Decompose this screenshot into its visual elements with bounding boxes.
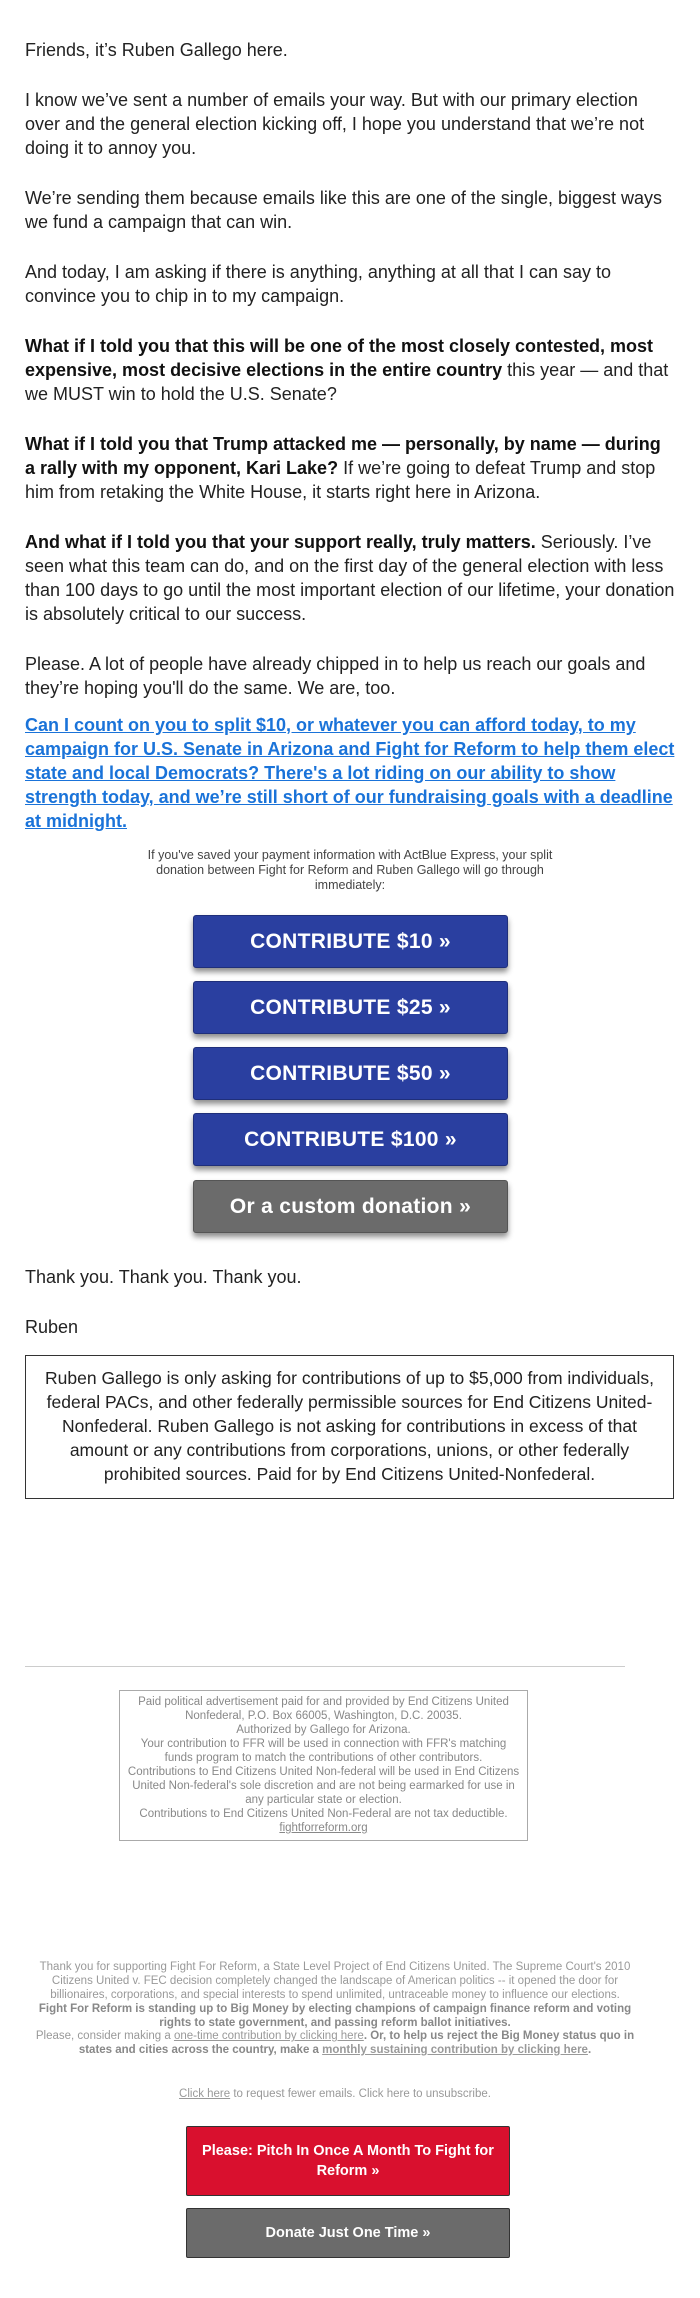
monthly-donation-button[interactable]: Please: Pitch In Once A Month To Fight for Reform » bbox=[186, 2126, 510, 2196]
monthly-contribution-link[interactable]: monthly sustaining contribution by clicking here bbox=[322, 2044, 588, 2056]
support-rest: Seriously. I’ve seen what this team can do, and on the first day of the general election with less than 100 days to go until the most important election of our lifetime, your donation is absolutely critical to our success. bbox=[25, 532, 675, 624]
ffr-about bbox=[35, 1960, 635, 2030]
ffr-bold: Fight For Reform is standing up to Big Money by electing champions of campaign finance reform and voting rights to state government, and passing reform ballot initiatives. bbox=[38, 2003, 632, 2029]
paragraph-please: Please. A lot of people have already chipped in to help us reach our goals and they’re hoping you'll do the same. We are, too. bbox=[25, 654, 646, 698]
consider-end: . bbox=[587, 2044, 592, 2056]
consider-mid: . Or, to help us reject the Big Money status quo in states and cities across the country, make a bbox=[78, 2030, 635, 2056]
site-link[interactable]: fightforreform.org bbox=[279, 1822, 368, 1834]
trump-bold: What if I told you that Trump attacked me — personally, by name — during a rally with my opponent, Kari Lake? bbox=[25, 434, 661, 478]
paragraph-support bbox=[25, 530, 675, 626]
footer-divider bbox=[25, 1666, 625, 1667]
paragraph-fund: We’re sending them because emails like this are one of the single, biggest ways we fund a campaign that can win. bbox=[25, 188, 663, 232]
paid-for-box bbox=[119, 1690, 528, 1841]
signature: Ruben bbox=[25, 1317, 79, 1337]
thanks-line: Thank you. Thank you. Thank you. bbox=[25, 1267, 302, 1287]
support-bold: And what if I told you that your support really, truly matters. bbox=[25, 532, 536, 552]
consider-contribution bbox=[35, 2029, 635, 2057]
actblue-express-note bbox=[25, 848, 675, 893]
ask-paragraph bbox=[25, 713, 675, 833]
contested-rest: this year — and that we MUST win to hold the U.S. Senate? bbox=[25, 360, 669, 404]
ffr-text: Thank you for supporting Fight For Reform, a State Level Project of End Citizens United. The Supreme Court's 2010 Citizens United v. FEC decision completely changed the landscape of American politics -- it opened the door for billionaires, corporations, and special interests to spend unlimited, untraceable money to influence our elections. bbox=[39, 1961, 631, 2001]
fewer-emails-link[interactable]: Click here bbox=[179, 2088, 231, 2100]
contribute-100-button[interactable]: CONTRIBUTE $100 » bbox=[193, 1113, 508, 1166]
paid-line: Paid political advertisement paid for and provided by End Citizens United Nonfederal, P.O. Box 66005, Washington, D.C. 20035. bbox=[138, 1696, 509, 1722]
paid-line: Contributions to End Citizens United Non-Federal are not tax deductible. bbox=[139, 1808, 508, 1820]
paid-line: Authorized by Gallego for Arizona. bbox=[236, 1724, 411, 1736]
consider-pre: Please, consider making a bbox=[35, 2030, 174, 2042]
unsubscribe-text: to request fewer emails. Click here to unsubscribe. bbox=[230, 2088, 491, 2100]
disclaimer-box bbox=[25, 1355, 674, 1499]
one-time-donation-button[interactable]: Donate Just One Time » bbox=[186, 2208, 510, 2258]
paragraph-trump bbox=[25, 432, 675, 504]
custom-donation-button[interactable]: Or a custom donation » bbox=[193, 1180, 508, 1233]
contested-bold: What if I told you that this will be one of the most closely contested, most expensive, most decisive elections in the entire country bbox=[25, 336, 654, 380]
contribute-25-button[interactable]: CONTRIBUTE $25 » bbox=[193, 981, 508, 1034]
contribute-50-button[interactable]: CONTRIBUTE $50 » bbox=[193, 1047, 508, 1100]
split-donation-link[interactable]: Can I count on you to split $10, or whatever you can afford today, to my campaign for U.S. Senate in Arizona and Fight for Reform to help them elect state and local Democrats? There's a lot riding on our ability to show strength today, and we’re still short of our fundraising goals with a deadline at midnight. bbox=[25, 715, 675, 831]
paragraph-emails: I know we’ve sent a number of emails your way. But with our primary election over and the general election kicking off, I hope you understand that we’re not doing it to annoy you. bbox=[25, 90, 645, 158]
disclaimer-text: Ruben Gallego is only asking for contributions of up to $5,000 from individuals, federal PACs, and other federally permissible sources for End Citizens United-Nonfederal. Ruben Gallego is not asking for contributions in excess of that amount or any contributions from corporations, unions, or other federally prohibited sources. Paid for by End Citizens United-Nonfederal. bbox=[45, 1368, 654, 1484]
unsubscribe-line bbox=[35, 2087, 635, 2101]
paid-line: Contributions to End Citizens United Non-federal will be used in End Citizens United Non-federal's sole discretion and are not being earmarked for use in any particular state or election. bbox=[127, 1766, 520, 1806]
trump-rest: If we’re going to defeat Trump and stop him from retaking the White House, it starts right here in Arizona. bbox=[25, 458, 656, 502]
greeting: Friends, it’s Ruben Gallego here. bbox=[25, 40, 288, 60]
paragraph-contested bbox=[25, 334, 675, 406]
paragraph-asking: And today, I am asking if there is anything, anything at all that I can say to convince you to chip in to my campaign. bbox=[25, 262, 612, 306]
contribute-10-button[interactable]: CONTRIBUTE $10 » bbox=[193, 915, 508, 968]
one-time-contribution-link[interactable]: one-time contribution by clicking here bbox=[173, 2030, 364, 2042]
paid-line: Your contribution to FFR will be used in connection with FFR's matching funds program to match the contributions of other contributors. bbox=[140, 1738, 507, 1764]
express-note-text: If you've saved your payment information with ActBlue Express, your split donation between Fight for Reform and Ruben Gallego will go through immediately: bbox=[147, 848, 553, 892]
